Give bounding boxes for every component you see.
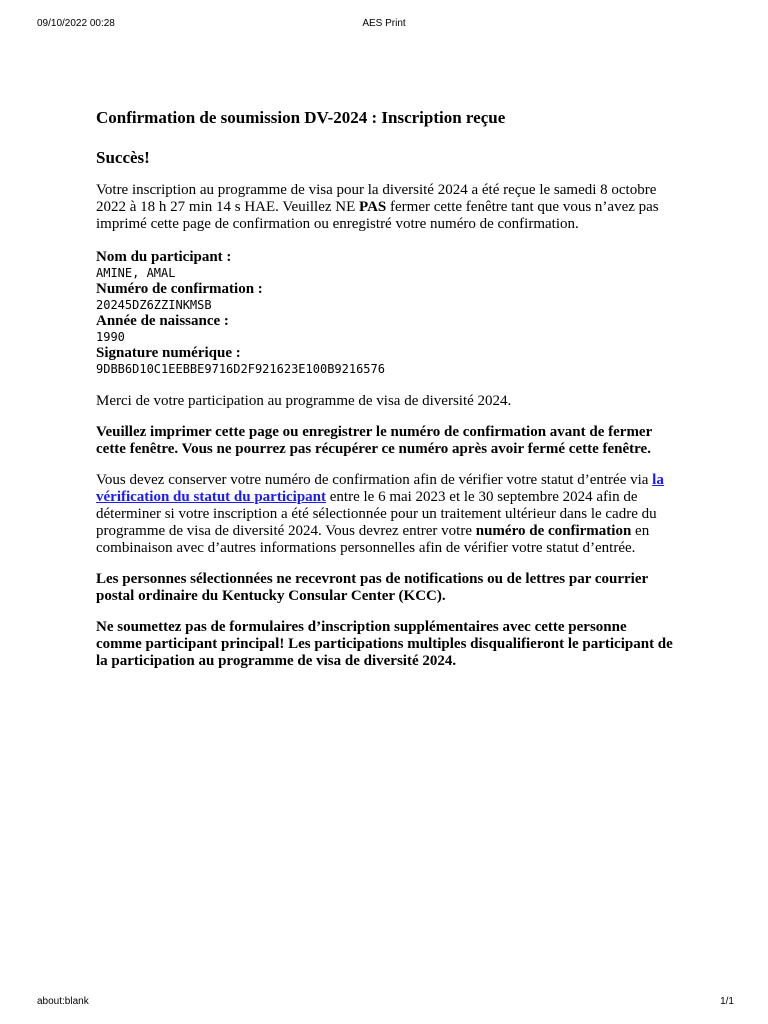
intro-text-2: fermer cette fenêtre tant que vous n’avez pas imprimé cette page de confirmation ou enregistré votre numéro de confirmation. bbox=[96, 199, 659, 232]
print-title: AES Print bbox=[362, 18, 406, 29]
page-title: Confirmation de soumission DV-2024 : Inscription reçue bbox=[96, 108, 506, 127]
keep-text-2: entre le 6 mai 2023 et le 30 septembre 2024 afin de déterminer si votre inscription a été sélectionnée pour un traitement ultérieur dans le cadre du programme de visa de diversité 2024. Vous devrez entrer votre bbox=[96, 489, 657, 539]
name-label: Nom du participant : bbox=[96, 249, 232, 265]
confirmation-label: Numéro de confirmation : bbox=[96, 281, 263, 297]
status-check-link[interactable]: la vérification du statut du participant bbox=[96, 472, 664, 505]
participant-fields bbox=[96, 247, 676, 377]
name-value: AMINE, AMAL bbox=[96, 266, 176, 280]
print-datetime: 09/10/2022 00:28 bbox=[37, 18, 115, 29]
keep-number-paragraph bbox=[96, 472, 676, 557]
intro-emphasis: PAS bbox=[359, 199, 387, 215]
confirmation-value: 20245DZ6ZZINKMSB bbox=[96, 298, 212, 312]
keep-text-3: en combinaison avec d’autres informations personnelles afin de vérifier votre statut d’entrée. bbox=[96, 523, 650, 556]
print-url: about:blank bbox=[37, 996, 89, 1007]
success-heading: Succès! bbox=[96, 148, 150, 167]
birth-year-label: Année de naissance : bbox=[96, 313, 229, 329]
thanks-paragraph: Merci de votre participation au programme de visa de diversité 2024. bbox=[96, 393, 512, 409]
intro-text-1: Votre inscription au programme de visa pour la diversité 2024 a été reçue le samedi 8 octobre 2022 à 18 h 27 min 14 s HAE. Veuillez NE bbox=[96, 182, 657, 215]
signature-label: Signature numérique : bbox=[96, 345, 241, 361]
no-mail-paragraph: Les personnes sélectionnées ne recevront pas de notifications ou de lettres par courrier postal ordinaire du Kentucky Consular Center (KCC). bbox=[96, 571, 648, 604]
intro-paragraph bbox=[96, 182, 676, 233]
keep-text-1: Vous devez conserver votre numéro de confirmation afin de vérifier votre statut d’entrée via bbox=[96, 472, 653, 488]
print-page-number: 1/1 bbox=[720, 996, 734, 1007]
confirmation-document bbox=[96, 108, 676, 684]
print-warning-paragraph: Veuillez imprimer cette page ou enregistrer le numéro de confirmation avant de fermer cette fenêtre. Vous ne pourrez pas récupérer ce numéro après avoir fermé cette fenêtre. bbox=[96, 424, 652, 457]
keep-emphasis: numéro de confirmation bbox=[475, 523, 632, 539]
no-multiple-paragraph: Ne soumettez pas de formulaires d’inscription supplémentaires avec cette personne comme participant principal! Les participations multiples disqualifieront le participant de la participation au programme de visa de diversité 2024. bbox=[96, 619, 673, 669]
birth-year-value: 1990 bbox=[96, 330, 125, 344]
signature-value: 9DBB6D10C1EEBBE9716D2F921623E100B9216576 bbox=[96, 362, 385, 376]
